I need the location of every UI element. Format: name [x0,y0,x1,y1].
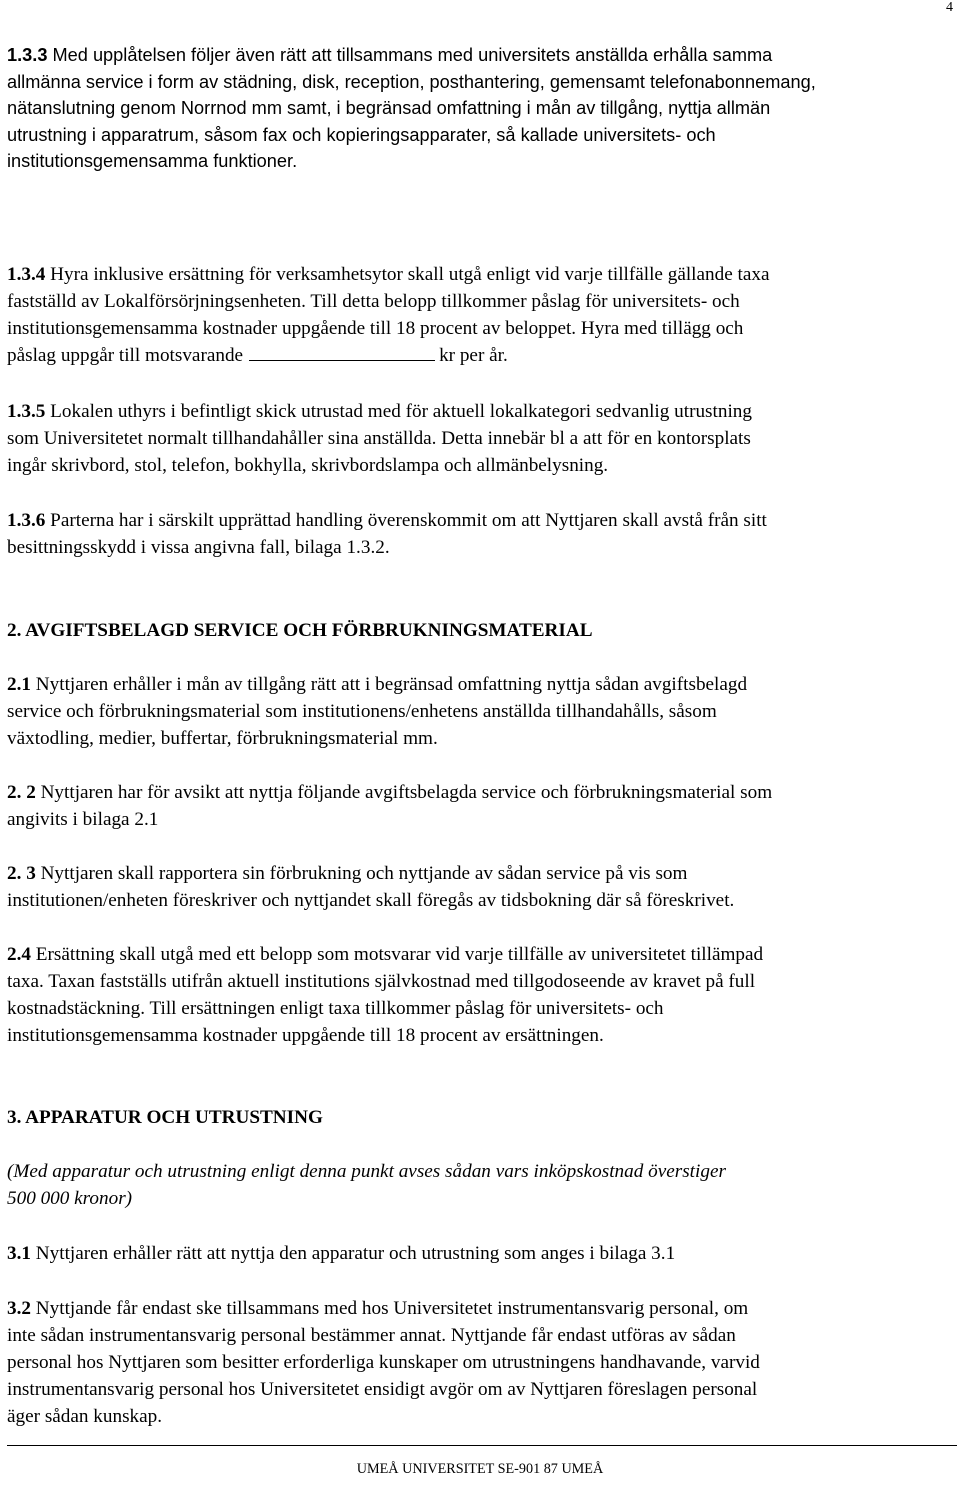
paragraph-line: ingår skrivbord, stol, telefon, bokhylla, skrivbordslampa och allmänbelysning. [7,455,609,476]
paragraph-1-3-4 [7,261,957,369]
paragraph-line: institutionen/enheten föreskriver och nyttjandet skall föregås av tidsbokning där så föreskrivet. [7,890,735,911]
paragraph-2-1 [7,671,957,752]
section-heading-2: 2. AVGIFTSBELAGD SERVICE OCH FÖRBRUKNINGSMATERIAL [7,620,593,641]
section-number: 2. 3 [7,863,36,884]
paragraph-line: Nyttjaren erhåller i mån av tillgång rätt att i begränsad omfattning nyttja sådan avgiftsbelagd [30,674,748,695]
paragraph-2-4 [7,941,957,1049]
paragraph-line: institutionsgemensamma kostnader uppgående till 18 procent av beloppet. Hyra med tillägg och [7,318,744,339]
section-number: 3.2 [7,1298,31,1319]
paragraph-line: institutionsgemensamma funktioner. [7,151,298,171]
paragraph-line: Nyttjaren skall rapportera sin förbrukning och nyttjande av sådan service på vis som [35,863,688,884]
paragraph-line: (Med apparatur och utrustning enligt denna punkt avses sådan vars inköpskostnad överstiger [7,1161,726,1182]
paragraph-line: service och förbrukningsmaterial som institutionens/enhetens anställda tillhandahålls, såsom [7,701,717,722]
paragraph-line: Lokalen uthyrs i befintligt skick utrustad med för aktuell lokalkategori sedvanlig utrustning [45,401,752,422]
paragraph-line: Ersättning skall utgå med ett belopp som motsvarar vid varje tillfälle av universitetet tillämpad [30,944,764,965]
paragraph-2-3 [7,860,957,914]
paragraph-line: institutionsgemensamma kostnader uppgående till 18 procent av ersättningen. [7,1025,604,1046]
section-number: 2.1 [7,674,31,695]
paragraph-1-3-6 [7,507,957,561]
amount-blank-field[interactable] [249,343,435,361]
paragraph-line: taxa. Taxan fastställs utifrån aktuell institutions självkostnad med tillgodoseende av kravet på full [7,971,756,992]
section-number: 1.3.4 [7,264,46,285]
paragraph-line: Hyra inklusive ersättning för verksamhetsytor skall utgå enligt vid varje tillfälle gällande taxa [45,264,770,285]
footer-divider [7,1445,957,1446]
paragraph-line: inte sådan instrumentansvarig personal bestämmer annat. Nyttjande får endast utföras av sådan [7,1325,736,1346]
paragraph-line: Parterna har i särskilt upprättad handling överenskommit om att Nyttjaren skall avstå från sitt [45,510,767,531]
section-number: 3.1 [7,1243,31,1264]
paragraph-line: allmänna service i form av städning, disk, reception, posthantering, gemensamt telefonabonnemang, [7,71,816,92]
paragraph-line: instrumentansvarig personal hos Universitetet ensidigt avgör om av Nyttjaren föreslagen personal [7,1379,758,1400]
paragraph-line: utrustning i apparatrum, såsom fax och kopieringsapparater, så kallade universitets- och [7,124,716,145]
paragraph-line: Nyttjande får endast ske tillsammans med hos Universitetet instrumentansvarig personal, om [30,1298,749,1319]
section-number: 1.3.5 [7,401,46,422]
paragraph-line: växtodling, medier, buffertar, förbrukningsmaterial mm. [7,728,438,749]
paragraph-line: angivits i bilaga 2.1 [7,809,159,830]
section-number: 1.3.3 [7,45,48,65]
section-heading-3: 3. APPARATUR OCH UTRUSTNING [7,1107,323,1128]
paragraph-line: besittningsskydd i vissa angivna fall, bilaga 1.3.2. [7,537,390,558]
paragraph-line: kr per år. [439,345,508,366]
section-number: 2.4 [7,944,31,965]
paragraph-2-2 [7,779,957,833]
paragraph-line: Nyttjaren erhåller rätt att nyttja den apparatur och utrustning som anges i bilaga 3.1 [30,1243,676,1264]
paragraph-line: personal hos Nyttjaren som besitter erforderliga kunskaper om utrustningens handhavande, varvid [7,1352,760,1373]
note-paragraph [7,1158,957,1212]
paragraph-line: kostnadstäckning. Till ersättningen enligt taxa tillkommer påslag för universitets- och [7,998,664,1019]
paragraph-line: fastställd av Lokalförsörjningsenheten. Till detta belopp tillkommer påslag för universitets- och [7,291,740,312]
paragraph-line: som Universitetet normalt tillhandahåller sina anställda. Detta innebär bl a att för en kontorsplats [7,428,751,449]
paragraph-1-3-5 [7,398,957,479]
paragraph-3-1 [7,1240,957,1267]
paragraph-line: 500 000 kronor) [7,1188,133,1209]
paragraph-line: Nyttjaren har för avsikt att nyttja följande avgiftsbelagda service och förbrukningsmaterial som [35,782,773,803]
section-number: 2. 2 [7,782,36,803]
paragraph-3-2 [7,1295,957,1430]
paragraph-line: nätanslutning genom Norrnod mm samt, i begränsad omfattning i mån av tillgång, nyttja allmän [7,98,771,118]
paragraph-line: Med upplåtelsen följer även rätt att tillsammans med universitets anställda erhålla samma [47,45,773,65]
page-number: 4 [946,0,953,15]
footer-address: UMEÅ UNIVERSITET SE-901 87 UMEÅ [356,1461,604,1477]
paragraph-line: äger sådan kunskap. [7,1406,163,1427]
paragraph-line: påslag uppgår till motsvarande [7,345,244,366]
section-number: 1.3.6 [7,510,46,531]
paragraph-1-3-3 [7,42,957,175]
